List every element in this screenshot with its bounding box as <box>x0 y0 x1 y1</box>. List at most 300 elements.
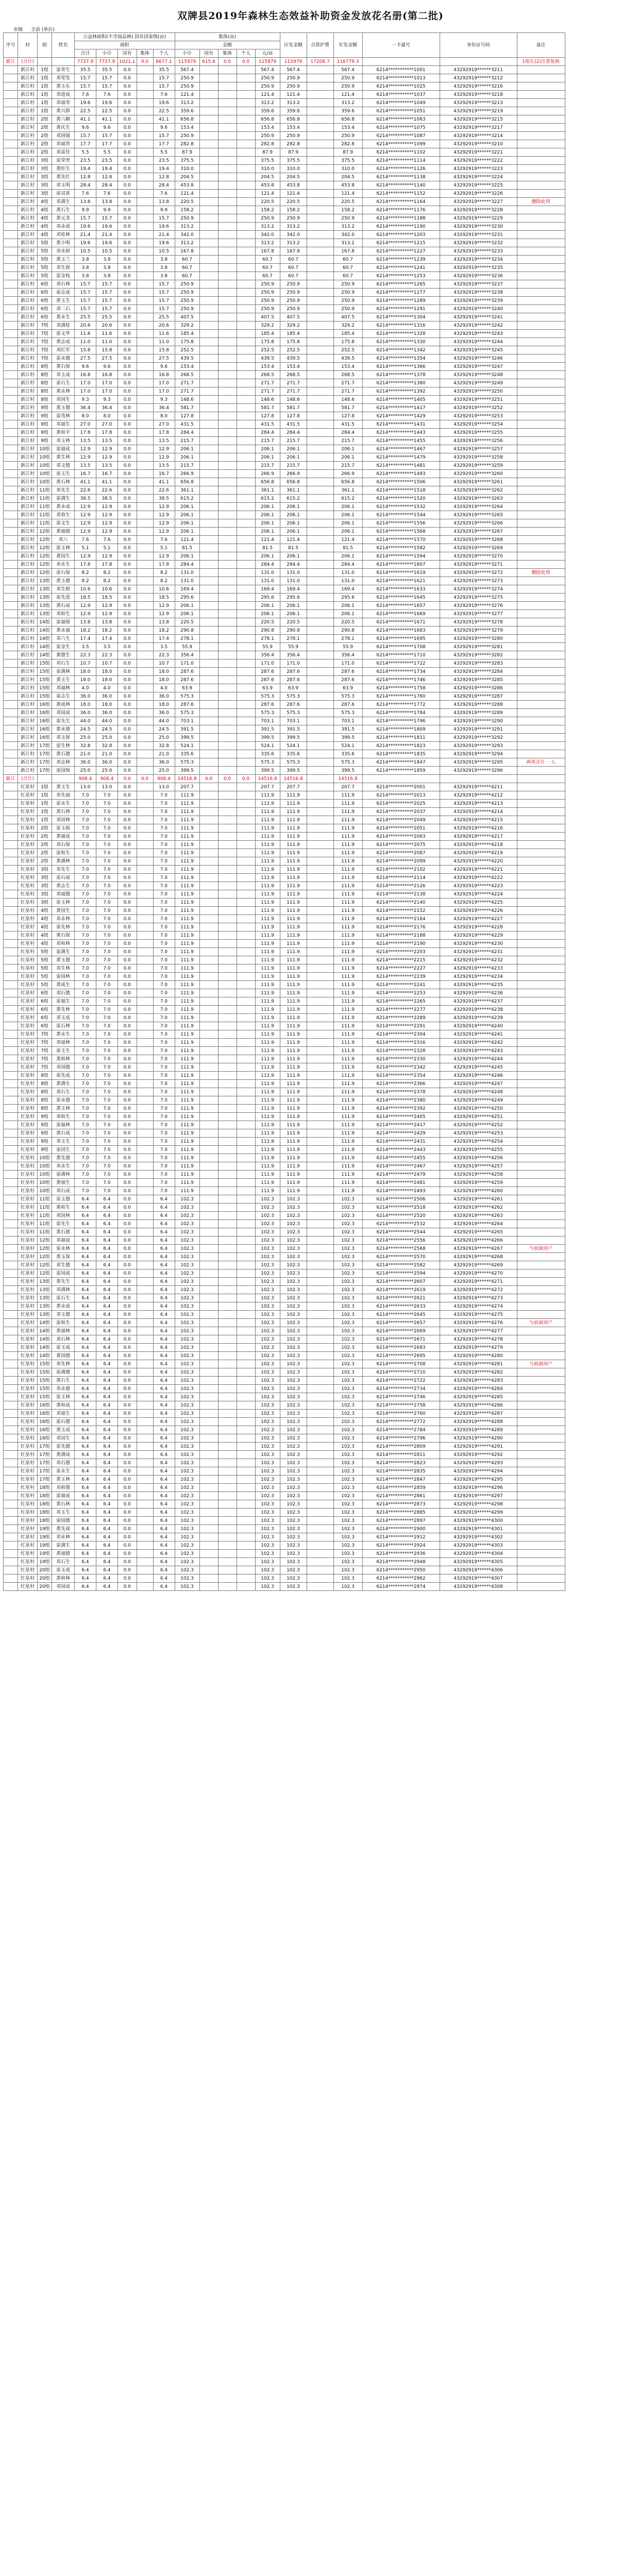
row-village: 新江村 <box>18 91 38 99</box>
row-area-sub: 6.4 <box>96 1443 118 1451</box>
row-area-person: 7.0 <box>153 899 175 907</box>
row-money-state <box>199 997 218 1006</box>
row-payable: 81.5 <box>280 544 307 552</box>
row-payable: 356.4 <box>280 651 307 659</box>
row-money-total: 102.3 <box>255 1525 280 1533</box>
row-name: 黄德生 <box>52 651 75 659</box>
row-actual: 271.7 <box>333 379 362 387</box>
row-group: 2组 <box>38 140 52 148</box>
row-area-coll <box>137 429 153 437</box>
row-area-state: 1021.1 <box>118 58 137 66</box>
row-money-person <box>237 387 255 396</box>
row-card: 6214***********1645 <box>362 594 440 602</box>
row-payable: 439.5 <box>280 354 307 363</box>
row-name: 邓红军 <box>52 346 75 354</box>
row-money-coll <box>218 899 237 907</box>
row-area-total: 25.0 <box>75 734 96 742</box>
row-area-coll <box>137 1261 153 1269</box>
row-money-total: 206.1 <box>255 511 280 519</box>
row-village: 新江村 <box>18 750 38 758</box>
row-area-person: 6.4 <box>153 1368 175 1377</box>
row-group: 4组 <box>38 907 52 915</box>
row-area-person: 12.9 <box>153 519 175 528</box>
row-note <box>517 1492 565 1500</box>
row-area-state: 0.0 <box>118 1393 137 1401</box>
row-payable: 102.3 <box>280 1476 307 1484</box>
row-money-sub: 111.9 <box>175 1187 199 1195</box>
row-area-state: 0.0 <box>118 643 137 651</box>
row-area-person: 7.0 <box>153 1171 175 1179</box>
row-village: 红星村 <box>18 1385 38 1393</box>
row-area-state: 0.0 <box>118 396 137 404</box>
row-area-coll <box>137 915 153 923</box>
row-money-total: 102.3 <box>255 1344 280 1352</box>
row-money-sub: 111.9 <box>175 1014 199 1022</box>
row-card: 6214***********2518 <box>362 1204 440 1212</box>
row-mgmt <box>307 1484 333 1492</box>
row-money-sub: 206.1 <box>175 445 199 453</box>
row-seq <box>4 1179 18 1187</box>
row-money-coll <box>218 1072 237 1080</box>
row-money-coll <box>218 1566 237 1574</box>
row-name: 雷和生 <box>52 1319 75 1327</box>
row-village: 新江村 <box>18 643 38 651</box>
row-money-total: 102.3 <box>255 1236 280 1245</box>
row-village: 新江村 <box>18 264 38 272</box>
row-money-sub: 206.1 <box>175 528 199 536</box>
row-area-sub: 7.0 <box>96 1096 118 1105</box>
table-row <box>4 1484 565 1492</box>
row-area-coll <box>137 354 153 363</box>
row-area-sub: 6.4 <box>96 1278 118 1286</box>
table-row <box>4 569 565 577</box>
row-village: 红星村 <box>18 1220 38 1228</box>
row-money-coll <box>218 190 237 198</box>
row-area-person: 32.8 <box>153 742 175 750</box>
row-area-coll <box>137 767 153 775</box>
row-money-state <box>199 1063 218 1072</box>
row-card: 6214***********1328 <box>362 330 440 338</box>
row-group: 1组 <box>38 66 52 74</box>
row-actual: 206.1 <box>333 511 362 519</box>
row-name: 雷玉成 <box>52 1566 75 1574</box>
row-area-sub: 17.8 <box>96 429 118 437</box>
row-card: 6214***********1481 <box>362 462 440 470</box>
row-note <box>517 437 565 445</box>
row-payable: 60.7 <box>280 272 307 280</box>
row-payable: 102.3 <box>280 1245 307 1253</box>
row-money-state <box>199 470 218 478</box>
row-mgmt <box>307 552 333 561</box>
row-area-state: 0.0 <box>118 734 137 742</box>
row-id: 43292919******4275 <box>440 1311 517 1319</box>
row-seq <box>4 1393 18 1401</box>
row-note <box>517 602 565 610</box>
row-actual: 102.3 <box>333 1286 362 1294</box>
row-area-state: 0.0 <box>118 1509 137 1517</box>
table-row <box>4 1261 565 1269</box>
row-name: 黄先成 <box>52 1525 75 1533</box>
row-id: 43292919******4246 <box>440 1072 517 1080</box>
row-area-coll <box>137 956 153 964</box>
row-area-coll <box>137 1121 153 1129</box>
row-mgmt <box>307 272 333 280</box>
row-area-coll <box>137 940 153 948</box>
row-area-person: 7.0 <box>153 890 175 899</box>
row-seq <box>4 297 18 305</box>
row-note <box>517 429 565 437</box>
row-area-total: 7.0 <box>75 1030 96 1039</box>
row-money-coll <box>218 214 237 223</box>
row-seq <box>4 676 18 684</box>
row-money-person <box>237 964 255 973</box>
row-money-total: 220.5 <box>255 198 280 206</box>
row-mgmt <box>307 1525 333 1533</box>
row-mgmt <box>307 528 333 536</box>
row-note <box>517 1484 565 1492</box>
row-money-state <box>199 420 218 429</box>
row-area-state: 0.0 <box>118 206 137 214</box>
row-money-sub: 148.6 <box>175 396 199 404</box>
row-area-sub: 22.5 <box>96 107 118 115</box>
row-card: 6214***********2811 <box>362 1451 440 1459</box>
row-id: 43292919******3296 <box>440 767 517 775</box>
row-name: 黄国德 <box>52 1352 75 1360</box>
row-area-state: 0.0 <box>118 651 137 659</box>
row-name: 邓生保 <box>52 264 75 272</box>
table-row <box>4 1047 565 1055</box>
row-payable: 575.3 <box>280 709 307 717</box>
table-row <box>4 940 565 948</box>
row-area-total: 12.9 <box>75 445 96 453</box>
row-card: 6214***********1734 <box>362 668 440 676</box>
row-payable: 581.7 <box>280 404 307 412</box>
row-area-sub: 6.4 <box>96 1418 118 1426</box>
row-id: 43292919******3258 <box>440 453 517 462</box>
row-area-coll <box>137 948 153 956</box>
row-group: 19组 <box>38 1541 52 1550</box>
row-money-state <box>199 445 218 453</box>
row-money-person: 0.0 <box>237 775 255 783</box>
row-money-total: 356.4 <box>255 651 280 659</box>
row-money-total: 111.9 <box>255 997 280 1006</box>
table-row <box>4 503 565 511</box>
row-payable: 102.3 <box>280 1509 307 1517</box>
row-id: 43292919******3257 <box>440 445 517 453</box>
row-payable: 111.9 <box>280 1146 307 1154</box>
row-area-sub: 12.9 <box>96 602 118 610</box>
row-actual: 581.7 <box>333 404 362 412</box>
row-area-total: 10.6 <box>75 585 96 594</box>
row-money-coll <box>218 849 237 857</box>
row-group: 4组 <box>38 231 52 239</box>
row-money-sub: 215.7 <box>175 437 199 445</box>
row-area-sub: 6.4 <box>96 1195 118 1204</box>
row-seq <box>4 1228 18 1236</box>
row-payable: 206.1 <box>280 445 307 453</box>
table-row <box>4 198 565 206</box>
row-area-total: 908.4 <box>75 775 96 783</box>
col-mgmt: 合管护费 <box>307 33 333 58</box>
row-area-person: 21.4 <box>153 231 175 239</box>
row-id: 43292919******3211 <box>440 66 517 74</box>
row-actual: 111.9 <box>333 1063 362 1072</box>
row-group: 11组 <box>38 1220 52 1228</box>
row-money-total: 111.9 <box>255 841 280 849</box>
row-group: 8组 <box>38 379 52 387</box>
row-mgmt <box>307 997 333 1006</box>
row-money-state <box>199 1426 218 1434</box>
row-card: 6214***********1479 <box>362 453 440 462</box>
row-area-state: 0.0 <box>118 313 137 321</box>
row-seq <box>4 585 18 594</box>
table-row <box>4 1022 565 1030</box>
row-name: 邓石生 <box>52 659 75 668</box>
row-actual: 102.3 <box>333 1574 362 1583</box>
row-money-person <box>237 874 255 882</box>
row-area-total: 7.0 <box>75 841 96 849</box>
row-name: 黄志成 <box>52 338 75 346</box>
row-mgmt <box>307 503 333 511</box>
row-mgmt <box>307 305 333 313</box>
row-note <box>517 1583 565 1591</box>
row-note <box>517 1533 565 1541</box>
row-money-sub: 220.5 <box>175 618 199 626</box>
row-money-total: 391.5 <box>255 725 280 734</box>
row-card: 6214***********2506 <box>362 1195 440 1204</box>
row-id: 43292919******4264 <box>440 1220 517 1228</box>
row-money-state <box>199 956 218 964</box>
row-note <box>517 264 565 272</box>
row-money-state <box>199 1245 218 1253</box>
row-money-state <box>199 1228 218 1236</box>
row-money-person <box>237 1047 255 1055</box>
row-actual: 102.3 <box>333 1261 362 1269</box>
row-mgmt <box>307 453 333 462</box>
row-id: 43292919******3242 <box>440 321 517 330</box>
row-village: 红星村 <box>18 1393 38 1401</box>
row-mgmt <box>307 643 333 651</box>
row-name: 黄永生 <box>52 313 75 321</box>
table-row <box>4 1401 565 1410</box>
row-area-state: 0.0 <box>118 1385 137 1393</box>
row-money-person <box>237 1410 255 1418</box>
row-id: 43292919******4230 <box>440 940 517 948</box>
row-money-coll <box>218 651 237 659</box>
row-area-state: 0.0 <box>118 1278 137 1286</box>
row-money-state <box>199 585 218 594</box>
row-area-sub: 7.0 <box>96 890 118 899</box>
row-village: 红星村 <box>18 1311 38 1319</box>
row-mgmt <box>307 396 333 404</box>
row-money-state <box>199 181 218 190</box>
row-note <box>517 1014 565 1022</box>
row-money-person <box>237 1393 255 1401</box>
row-area-total: 11.0 <box>75 338 96 346</box>
row-id: 43292919******3254 <box>440 420 517 429</box>
row-actual: 524.1 <box>333 742 362 750</box>
row-group: 9组 <box>38 412 52 420</box>
row-money-total: 102.3 <box>255 1294 280 1302</box>
row-money-sub: 111.9 <box>175 1072 199 1080</box>
row-mgmt <box>307 1228 333 1236</box>
row-id: 43292919******3276 <box>440 602 517 610</box>
row-area-total: 27.0 <box>75 420 96 429</box>
row-actual: 111.9 <box>333 940 362 948</box>
row-group: 5组 <box>38 264 52 272</box>
row-card: 6214***********2241 <box>362 981 440 989</box>
row-id: 43292919******3282 <box>440 651 517 659</box>
row-name: 雷永德 <box>52 1096 75 1105</box>
row-village: 红星村 <box>18 1204 38 1212</box>
table-row <box>4 354 565 363</box>
row-money-total: 295.6 <box>255 594 280 602</box>
row-mgmt <box>307 371 333 379</box>
row-area-person: 7.0 <box>153 1105 175 1113</box>
row-group: 18组 <box>38 1500 52 1509</box>
row-area-coll <box>137 148 153 157</box>
row-area-coll <box>137 1541 153 1550</box>
row-money-state <box>199 1269 218 1278</box>
table-row <box>4 1129 565 1138</box>
row-money-state <box>199 91 218 99</box>
row-actual: 111.9 <box>333 1113 362 1121</box>
row-payable: 111.9 <box>280 915 307 923</box>
row-money-state <box>199 338 218 346</box>
row-money-state <box>199 1080 218 1088</box>
row-id <box>440 58 517 66</box>
row-area-person: 7.0 <box>153 1179 175 1187</box>
table-row <box>4 1377 565 1385</box>
row-name: 黄石德 <box>52 750 75 758</box>
row-money-person <box>237 231 255 239</box>
row-area-state: 0.0 <box>118 767 137 775</box>
row-id: 43292919******3226 <box>440 190 517 198</box>
row-area-total: 6.4 <box>75 1558 96 1566</box>
row-area-state: 0.0 <box>118 445 137 453</box>
row-area-state: 0.0 <box>118 1352 137 1360</box>
row-area-coll <box>137 692 153 701</box>
row-seq <box>4 594 18 602</box>
row-area-person: 17.0 <box>153 387 175 396</box>
row-money-sub: 207.7 <box>175 783 199 791</box>
col-card: 一卡通号 <box>362 33 440 58</box>
row-area-state: 0.0 <box>118 1550 137 1558</box>
row-money-coll <box>218 758 237 767</box>
row-money-total: 111.9 <box>255 791 280 800</box>
row-actual: 278.1 <box>333 635 362 643</box>
row-mgmt <box>307 1055 333 1063</box>
row-money-state <box>199 1294 218 1302</box>
table-row <box>4 1030 565 1039</box>
row-card: 6214***********1431 <box>362 420 440 429</box>
table-row <box>4 907 565 915</box>
row-actual: 567.4 <box>333 66 362 74</box>
row-money-total: 102.3 <box>255 1410 280 1418</box>
row-area-coll <box>137 833 153 841</box>
row-area-state: 0.0 <box>118 1220 137 1228</box>
row-group: 4组 <box>38 223 52 231</box>
table-row <box>4 437 565 445</box>
row-card: 6214***********1075 <box>362 124 440 132</box>
row-money-sub: 567.4 <box>175 66 199 74</box>
row-payable: 329.2 <box>280 321 307 330</box>
row-area-sub: 3.8 <box>96 272 118 280</box>
row-money-sub: 169.4 <box>175 585 199 594</box>
row-area-person: 11.0 <box>153 338 175 346</box>
row-area-state: 0.0 <box>118 1072 137 1080</box>
row-area-person: 7.0 <box>153 1096 175 1105</box>
row-actual: 287.6 <box>333 668 362 676</box>
row-money-state <box>199 833 218 841</box>
row-money-total: 656.8 <box>255 115 280 124</box>
row-name: 邓永林 <box>52 1533 75 1541</box>
row-money-person <box>237 412 255 420</box>
row-area-coll <box>137 1236 153 1245</box>
row-area-total: 28.4 <box>75 181 96 190</box>
row-money-total: 102.3 <box>255 1385 280 1393</box>
row-money-sub: 111.9 <box>175 997 199 1006</box>
row-id: 43292919******3223 <box>440 165 517 173</box>
row-money-sub: 102.3 <box>175 1327 199 1335</box>
row-group: 6组 <box>38 1006 52 1014</box>
row-actual: 206.1 <box>333 552 362 561</box>
row-mgmt <box>307 561 333 569</box>
col-area-person: 个人 <box>153 49 175 58</box>
row-seq <box>4 1525 18 1533</box>
row-note <box>517 363 565 371</box>
row-seq <box>4 1047 18 1055</box>
row-seq <box>4 1063 18 1072</box>
row-id: 43292919******4229 <box>440 931 517 940</box>
row-money-coll <box>218 1204 237 1212</box>
row-area-state: 0.0 <box>118 1212 137 1220</box>
row-note <box>517 931 565 940</box>
row-payable: 127.8 <box>280 412 307 420</box>
row-area-state: 0.0 <box>118 907 137 915</box>
row-id: 43292919******4265 <box>440 1228 517 1236</box>
row-group: 9组 <box>38 437 52 445</box>
row-name: 雷先林 <box>52 923 75 931</box>
row-seq <box>4 651 18 659</box>
row-id: 43292919******3251 <box>440 396 517 404</box>
row-money-sub: 356.4 <box>175 651 199 659</box>
row-money-total: 575.3 <box>255 758 280 767</box>
row-id: 43292919******3263 <box>440 495 517 503</box>
row-mgmt <box>307 1443 333 1451</box>
row-card: 6214***********2102 <box>362 866 440 874</box>
row-mgmt <box>307 717 333 725</box>
row-actual: 250.9 <box>333 214 362 223</box>
row-group: 12组 <box>38 1269 52 1278</box>
row-card: 6214***********1241 <box>362 264 440 272</box>
row-village: 新江村 <box>18 223 38 231</box>
row-money-coll <box>218 1129 237 1138</box>
row-group: 8组 <box>38 396 52 404</box>
row-seq <box>4 1509 18 1517</box>
row-money-coll <box>218 915 237 923</box>
row-area-total: 7.0 <box>75 1187 96 1195</box>
row-village: 红星村 <box>18 816 38 824</box>
row-name: 黄先德 <box>52 1154 75 1162</box>
row-money-state <box>199 190 218 198</box>
row-village: 新江村 <box>18 569 38 577</box>
table-row <box>4 989 565 997</box>
row-money-state <box>199 1319 218 1327</box>
row-card: 6214***********1594 <box>362 552 440 561</box>
table-row <box>4 396 565 404</box>
row-money-state <box>199 1550 218 1558</box>
